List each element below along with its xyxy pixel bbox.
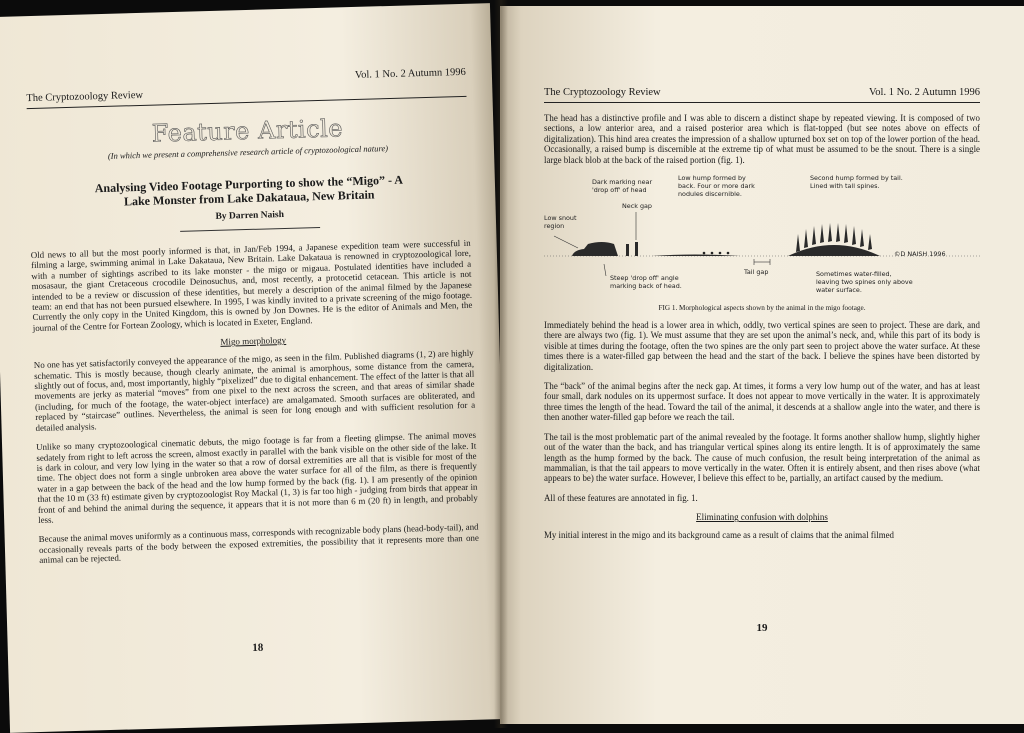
journal-name: The Cryptozoology Review	[26, 89, 144, 105]
label-low-snout: Low snout region	[544, 214, 577, 231]
body-paragraph: Because the animal moves uniformly as a continuous mass, corresponds with recognizable body plans (head-body-tail), and occasionally reveals parts of the body between the exposed extremities, the possibility that it represents more than one animal can be rejected.	[38, 522, 479, 566]
body-paragraph: Old news to all but the most poorly informed is that, in Jan/Feb 1994, a Japanese expedition team were successful in filming a large, swimming animal in Lake Dakataua, New Britain. Lake Dakataua is renowned in cryptozoological lore, with a number of sightings ascribed to its lake monster - the migo or migaua. Postulated identities have included a mosasaur, the giant Cretaceous crocodile Deinosuchus, and, most recently, a protocetid cetacean. This article is not intended to be a review or discussion of these identities, but merely a description of the animal filmed by the Japanese team: an end that has not been pursued elsewhere. In 1995, I was kindly invited to a private screening of the migo footage. Currently the only copy in the United Kingdom, this is owned by Jon Downes. He is the editor of Animals and Men, the journal of the Centre for Fortean Zoology, which is located in Exeter, England.	[30, 237, 473, 333]
label-low-hump: Low hump formed by back. Four or more dark nodules discernible.	[678, 174, 755, 199]
body-paragraph: The head has a distinctive profile and I was able to discern a distinct shape by repeated viewing. It is composed of two sections, a low anterior area, and a raised posterior area which is flat-topped (but see notes above on effects of digitalization). This hind area creates the impression of a shallow upturned box set on top of the lower portion of the head. Occasionally, a raised bump is discernible at the extreme tip of what must be assumed to be the snout. There is a single large black blob at the back of the raised portion (fig. 1).	[544, 113, 980, 165]
label-water-filled-note: Sometimes water-filled, leaving two spines only above water surface.	[816, 270, 913, 295]
label-steep-drop-off: Steep 'drop off' angle marking back of head.	[610, 274, 682, 291]
feature-subtitle: (In which we present a comprehensive research article of cryptozoological nature)	[107, 143, 389, 161]
article-author: By Darren Naish	[215, 209, 285, 222]
figure-copyright: ©D NAISH 1996	[894, 250, 946, 259]
label-tail-gap: Tail gap	[744, 268, 769, 277]
title-divider	[180, 227, 320, 232]
label-second-hump: Second hump formed by tail. Lined with tall spines.	[810, 174, 903, 191]
page-number: 18	[252, 641, 264, 655]
journal-name: The Cryptozoology Review	[544, 87, 661, 98]
feature-article-heading: Feature Article	[151, 114, 344, 148]
body-paragraph: My initial interest in the migo and its background came as a result of claims that the animal filmed	[544, 530, 894, 541]
body-paragraph: All of these features are annotated in fig. 1.	[544, 492, 698, 503]
body-paragraph: Immediately behind the head is a lower area in which, oddly, two vertical spines are seen to project. These are dark, and there are always two (fig. 1). We must assume that they are set upon the animal’s neck, and, while this part of its body is visible at times during the footage, often the two spines are the only part seen to project above the water surface. At these times there is a water-filled gap between the head and the start of the back. I believe the spines have been distorted by digitalization.	[544, 320, 980, 372]
label-neck-gap: Neck gap	[622, 202, 652, 211]
body-paragraph: Unlike so many cryptozoological cinematic debuts, the migo footage is far from a fleeting glimpse. The animal moves sedately from right to left across the screen, almost exactly in parallel with the bank visible on the other side of the lake. It is dark in colour, and very low lying in the water so that a row of dorsal extremities are all that is visible for most of the time. The object does not form a single unbroken area above the water surface for all of the film, as there is frequently water in a gap between the back of the head and the low hump formed by the back (fig. 1). I am presently of the opinion that the 10 m (33 ft) estimate given by cryptozoologist Roy Mackal (1, 3) is far too high - judging from birds that appear in front of and behind the animal during the sequence, it appears that it is not more than 6 m (20 ft) in length, and probably less.	[35, 429, 478, 525]
article-title: Analysing Video Footage Purporting to show the “Migo” - A Lake Monster from Lake Dakataua, New Britain	[94, 172, 404, 209]
issue-label: Vol. 1 No. 2 Autumn 1996	[354, 66, 466, 81]
figure-caption: FIG 1. Morphological aspects shown by the animal in the migo footage.	[658, 304, 866, 313]
migo-diagram	[544, 174, 980, 302]
page-number: 19	[756, 622, 768, 634]
section-heading: Eliminating confusion with dolphins	[696, 512, 828, 523]
body-paragraph: No one has yet satisfactorily conveyed the appearance of the migo, as seen in the film. Published diagrams (1, 2) are highly schematic. This is mostly because, though clearly animate, the animal is amorphous, some distance from the camera, slightly out of focus, and, most importantly, highly “pixelized” due to digital enhancement. The effect of the latter is that all movements are jerky as material “moves” from one pixel to the next across the screen, and that areas of similar shade (including, for much of the footage, the water-object interface) are amalgamated. Smooth surfaces are obliterated, and replaced by “staircase” outlines. Nevertheless, the animal is seen for long enough and with sufficient resolution for a detailed analysis.	[33, 348, 476, 433]
left-page-header	[25, 52, 466, 109]
right-page	[500, 6, 1024, 724]
right-page-header	[544, 66, 980, 103]
issue-label: Vol. 1 No. 2 Autumn 1996	[869, 87, 980, 98]
body-paragraph: The tail is the most problematic part of the animal revealed by the footage. It forms another shallow hump, slightly higher out of the water than the back, and has triangular vertical spines along its entire length. It is of approximately the same length as the hump formed by the back. The cause of much confusion, the result being interpretation of the animal as mammalian, is that the tail appears to move vertically in the water. Often it is entirely absent, and then rises above (what appears to be) the water surface. However, I believe this effect to be, partially, an artifact caused by the medium.	[544, 431, 980, 484]
left-page	[0, 3, 510, 733]
label-dark-marking: Dark marking near 'drop off' of head	[592, 178, 653, 195]
section-heading: Migo morphology	[220, 335, 287, 348]
body-paragraph: The “back” of the animal begins after the neck gap. At times, it forms a very low hump out of the water, and has at least four small, dark nodules on its uppermost surface. It does not appear to move vertically in the water. It is approximately three times the length of the head. Toward the tail of the animal, it descends at a shallow angle into the water, and there is then another water-filled gap before we reach the tail.	[544, 381, 980, 423]
